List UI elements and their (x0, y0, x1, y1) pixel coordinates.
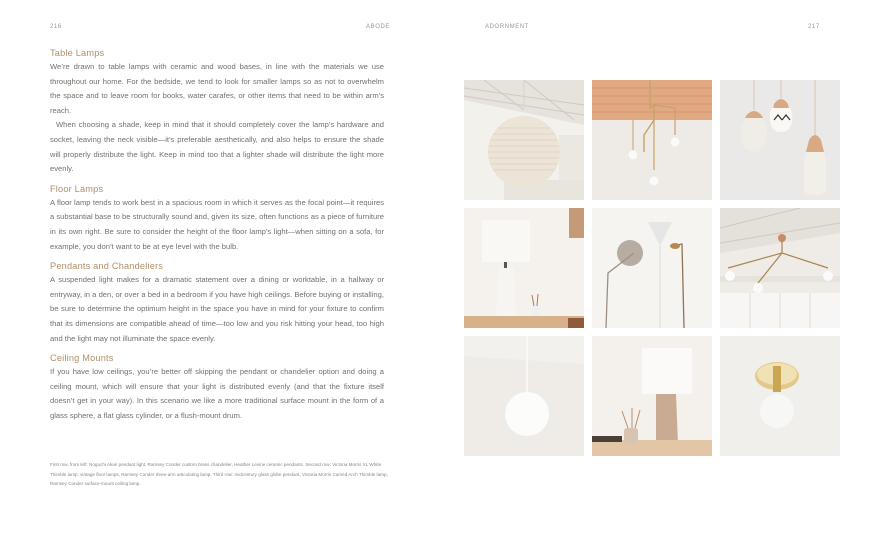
photo-akari-pendant (464, 80, 584, 200)
section-floor-lamps (50, 184, 384, 254)
photo-three-arm-lamp (720, 208, 840, 328)
paragraph: If you have low ceilings, you’re better off skipping the pendant or chandelier option and doing a ceiling mount, which will ensure that your light is distributed evenly (and that the fixture itself doesn’t get in your way). In this scenario we like a more traditional surface mount in the form of a glass sphere, a flat glass cylinder, or a flush-mount drum. (50, 367, 384, 420)
section-table-lamps (50, 48, 384, 177)
photo-grid (464, 80, 840, 456)
paragraph: A floor lamp tends to work best in a spacious room in which it serves as the focal point—it requires a substantial base to be structurally sound and, given its size, often functions as a piece of furniture in its own right. Be sure to consider the height of the floor lamp’s light—when sitting on a sofa, for example, you don’t want to be at eye level with the bulb. (50, 197, 384, 251)
photo-carved-ceramic-lamp (592, 336, 712, 456)
photo-brass-chandelier (592, 80, 712, 200)
right-page-number: 217 (808, 24, 820, 30)
paragraph: A suspended light makes for a dramatic statement over a dining or worktable, in a hallway or entryway, in a den, or over a bed in a bedroom if you have high ceilings. Before buying or installing, be sure to determine the optimum height in the space you have in mind for your fixture to confirm that its dimensions are compatible ahead of time—too low and you risk hitting your head, too high and the light may not illuminate the space evenly. (50, 275, 384, 343)
photo-ceramic-pendants (720, 80, 840, 200)
right-running-head: ADORNMENT (485, 24, 530, 30)
photo-caption: First row, from left: Noguchi Akari pendant light, Ramsey Conder custom brass chandelier, Heather Levine ceramic pendants. Second row: Victoria Morris XL White Thimble lamp, vintage floor lamps, Ramsey Conder three-arm articulating lamp. Third row: midcentury glass globe pendant, Victoria Morris Carved Arch Thimble lamp, Ramsey Conder surface-mount ceiling lamp. (50, 462, 388, 487)
paragraph: We’re drawn to table lamps with ceramic and wood bases, in line with the materials we use throughout our home. For the bedside, we tend to look for smaller lamps so as not to overwhelm the space and to leave room for books, water carafes, or other items that need to be within arm’s reach. (50, 62, 384, 115)
photo-glass-globe-pendant (464, 336, 584, 456)
section-ceiling-mounts (50, 353, 384, 423)
paragraph: When choosing a shade, keep in mind that it should completely cover the lamp’s hardware and socket, leaving the neck visible—it’s preferable aesthetically, and also helps to ensure the shade will properly distribute the light. Keep in mind too that a lighter shade will distribute the light more evenly. (50, 120, 384, 174)
photo-white-table-lamp (464, 208, 584, 328)
section-pendants-chandeliers (50, 261, 384, 346)
left-running-head: ABODE (366, 24, 391, 30)
section-heading: Ceiling Mounts (50, 353, 114, 364)
left-page-number: 216 (50, 24, 62, 30)
section-heading: Floor Lamps (50, 183, 104, 194)
photo-surface-mount-lamp (720, 336, 840, 456)
section-heading: Table Lamps (50, 48, 105, 58)
photo-floor-lamps (592, 208, 712, 328)
section-heading: Pendants and Chandeliers (50, 261, 164, 272)
left-page-body (50, 48, 384, 430)
